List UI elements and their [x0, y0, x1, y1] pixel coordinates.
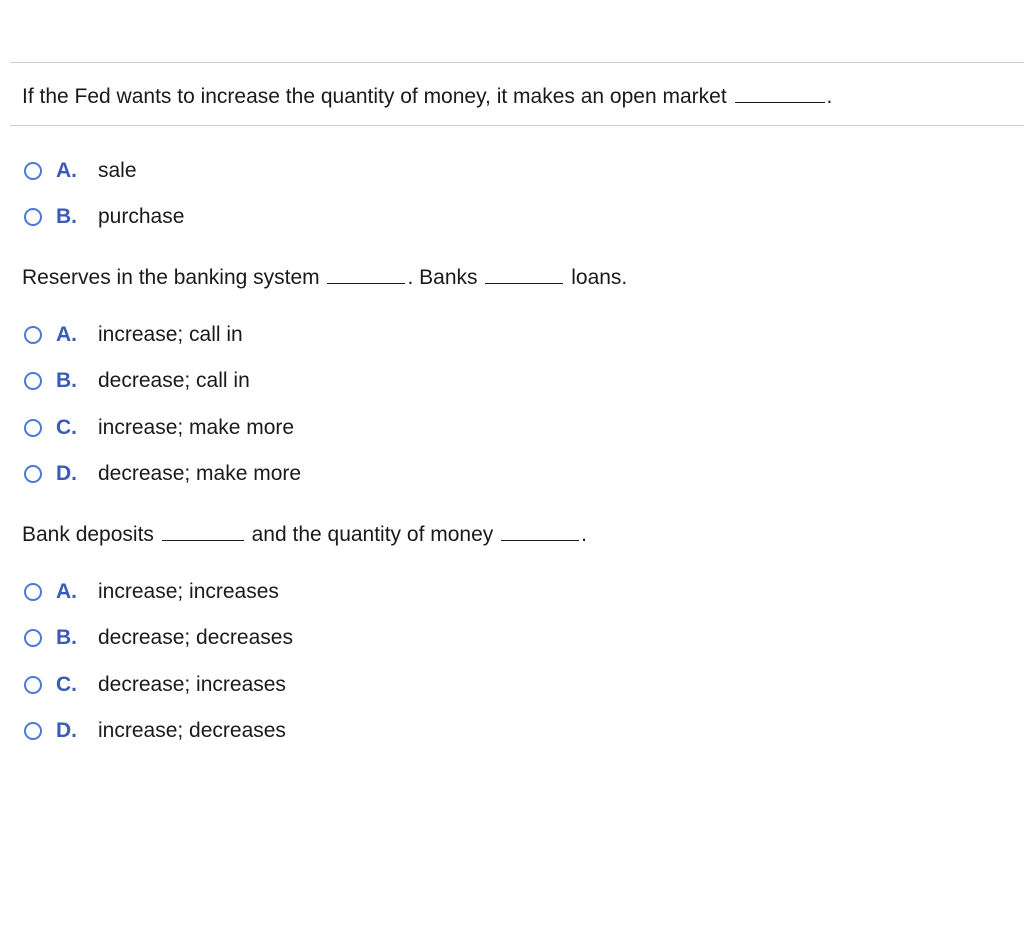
q3-option-c-letter: C.: [56, 673, 77, 696]
question-1-divider: [10, 125, 1024, 126]
question-2-prompt: [22, 265, 627, 291]
radio-icon[interactable]: [24, 722, 42, 740]
q1-option-b-letter: B.: [56, 205, 77, 228]
question-1-prompt: [22, 84, 832, 110]
q3-option-a-letter: A.: [56, 580, 77, 603]
question-1-text: If the Fed wants to increase the quantity of money, it makes an open market: [22, 85, 727, 108]
radio-icon[interactable]: [24, 326, 42, 344]
q3-option-c[interactable]: [24, 672, 286, 698]
q2-option-d-text: decrease; make more: [98, 462, 302, 485]
q3-option-d-text: increase; decreases: [98, 719, 286, 742]
question-2-blank-2: [485, 265, 563, 284]
question-3-text-1: Bank deposits: [22, 523, 154, 546]
q3-option-b-text: decrease; decreases: [98, 626, 293, 649]
radio-icon[interactable]: [24, 162, 42, 180]
q2-option-b-letter: B.: [56, 369, 77, 392]
q3-option-b-letter: B.: [56, 626, 77, 649]
radio-icon[interactable]: [24, 676, 42, 694]
q2-option-c[interactable]: [24, 415, 294, 441]
q2-option-c-letter: C.: [56, 416, 77, 439]
q2-option-d-letter: D.: [56, 462, 77, 485]
question-2-blank-1: [327, 265, 405, 284]
q3-option-a[interactable]: [24, 579, 279, 605]
question-3-blank-2: [501, 522, 579, 541]
q2-option-b[interactable]: [24, 368, 250, 394]
q3-option-d[interactable]: [24, 718, 286, 744]
question-1-period: .: [826, 85, 833, 108]
q1-option-a-letter: A.: [56, 159, 77, 182]
radio-icon[interactable]: [24, 583, 42, 601]
q1-option-b-text: purchase: [98, 205, 185, 228]
question-2-text-2: . Banks: [407, 266, 478, 289]
q1-option-a[interactable]: [24, 158, 137, 184]
q3-option-a-text: increase; increases: [98, 580, 279, 603]
question-3-text-2: and the quantity of money: [251, 523, 494, 546]
q1-option-b[interactable]: [24, 204, 184, 230]
radio-icon[interactable]: [24, 465, 42, 483]
q2-option-a[interactable]: [24, 322, 243, 348]
q1-option-a-text: sale: [98, 159, 137, 182]
question-2-text-3: loans.: [571, 266, 628, 289]
q3-option-c-text: decrease; increases: [98, 673, 286, 696]
q3-option-b[interactable]: [24, 625, 293, 651]
question-2-text-1: Reserves in the banking system: [22, 266, 320, 289]
top-divider: [10, 62, 1024, 63]
q2-option-a-text: increase; call in: [98, 323, 243, 346]
radio-icon[interactable]: [24, 419, 42, 437]
q2-option-d[interactable]: [24, 461, 301, 487]
question-1-blank: [735, 84, 825, 103]
question-3-blank-1: [162, 522, 244, 541]
q3-option-d-letter: D.: [56, 719, 77, 742]
radio-icon[interactable]: [24, 372, 42, 390]
q2-option-a-letter: A.: [56, 323, 77, 346]
q2-option-b-text: decrease; call in: [98, 369, 250, 392]
radio-icon[interactable]: [24, 208, 42, 226]
q2-option-c-text: increase; make more: [98, 416, 295, 439]
question-3-period: .: [581, 523, 587, 546]
question-3-prompt: [22, 522, 587, 548]
radio-icon[interactable]: [24, 629, 42, 647]
